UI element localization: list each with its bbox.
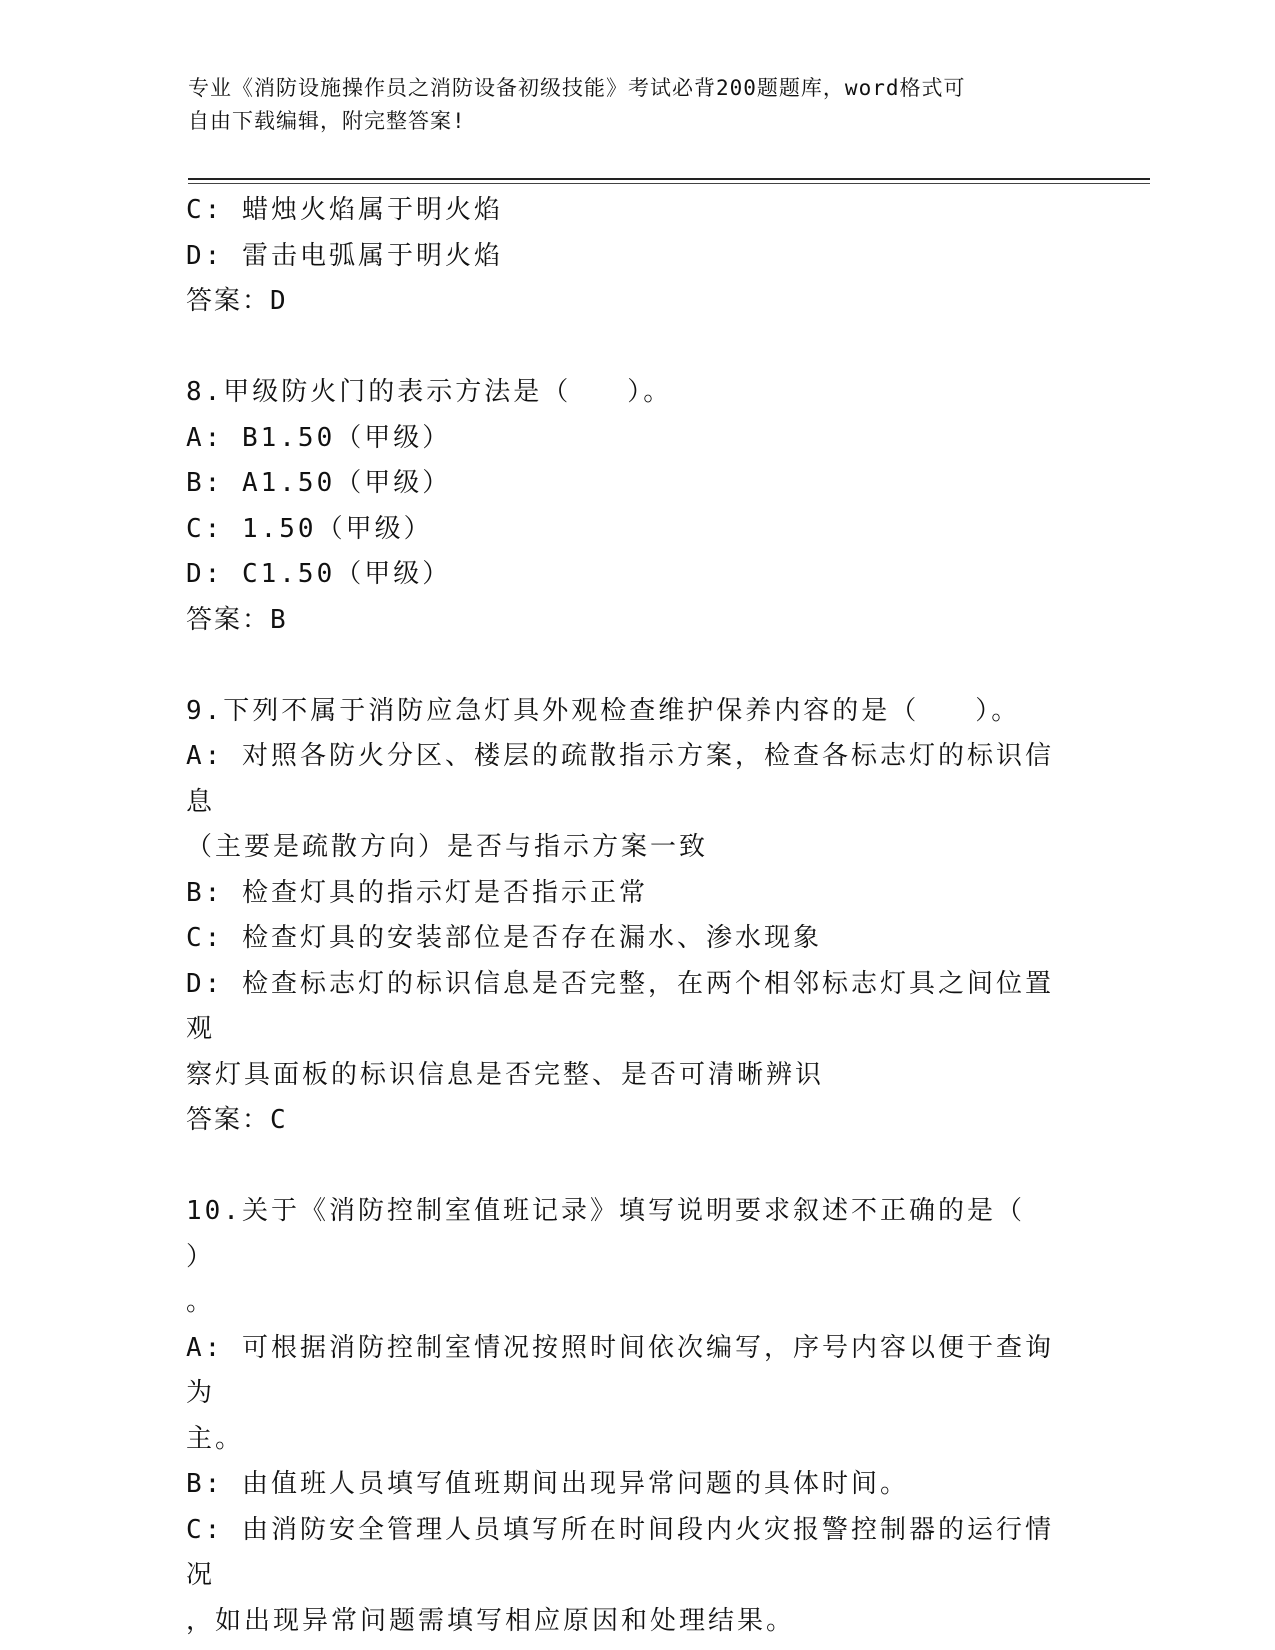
option-a-line-2: 主。: [186, 1423, 245, 1454]
question-7-tail: [186, 188, 1076, 325]
option-c: C: 蜡烛火焰属于明火焰: [186, 195, 503, 225]
option-a-line-2: （主要是疏散方向）是否与指示方案一致: [186, 832, 709, 862]
option-c-line-2: ，如出现异常问题需填写相应原因和处理结果。: [186, 1605, 796, 1636]
answer: 答案：C: [186, 1105, 288, 1135]
option-d: D: C1.50（甲级）: [186, 559, 452, 589]
option-d: D: 雷击电弧属于明火焰: [186, 240, 503, 271]
option-c: C: 1.50（甲级）: [186, 513, 433, 544]
header-line-2: 自由下载编辑，附完整答案!: [188, 109, 466, 133]
header-line-1: 专业《消防设施操作员之消防设备初级技能》考试必背200题题库，word格式可: [188, 76, 966, 100]
option-c: C: 检查灯具的安装部位是否存在漏水、渗水现象: [186, 923, 822, 953]
answer: 答案：B: [186, 604, 288, 635]
question-stem: 9.下列不属于消防应急灯具外观检查维护保养内容的是（ ）。: [186, 695, 1021, 726]
spacer: [186, 1144, 1076, 1190]
question-stem: 8.甲级防火门的表示方法是（ ）。: [186, 377, 673, 407]
option-a-line-1: A: 可根据消防控制室情况按照时间依次编写，序号内容以便于查询为: [186, 1332, 1054, 1408]
question-8: [186, 370, 1076, 643]
question-stem-line-1: 10.关于《消防控制室值班记录》填写说明要求叙述不正确的是（ ）: [186, 1196, 1081, 1272]
question-10: [186, 1189, 1081, 1644]
header-rule-thin: [188, 183, 1150, 184]
spacer: [186, 325, 1076, 371]
option-b: B: 由值班人员填写值班期间出现异常问题的具体时间。: [186, 1469, 909, 1499]
option-b: B: A1.50（甲级）: [186, 468, 452, 498]
option-d-line-2: 察灯具面板的标识信息是否完整、是否可清晰辨识: [186, 1059, 825, 1090]
document-body: [186, 188, 1081, 1644]
question-9: [186, 689, 1076, 1144]
header-rule-thick: [188, 178, 1150, 180]
answer: 答案：D: [186, 286, 288, 316]
option-a: A: B1.50（甲级）: [186, 422, 452, 453]
option-d-line-1: D: 检查标志灯的标识信息是否完整，在两个相邻标志灯具之间位置观: [186, 968, 1054, 1044]
question-stem-line-2: 。: [186, 1287, 216, 1317]
option-c-line-1: C: 由消防安全管理人员填写所在时间段内火灾报警控制器的运行情况: [186, 1514, 1054, 1590]
spacer: [186, 643, 1076, 689]
document-header: [188, 72, 1068, 138]
option-a-line-1: A: 对照各防火分区、楼层的疏散指示方案，检查各标志灯的标识信息: [186, 741, 1054, 817]
option-b: B: 检查灯具的指示灯是否指示正常: [186, 877, 648, 908]
